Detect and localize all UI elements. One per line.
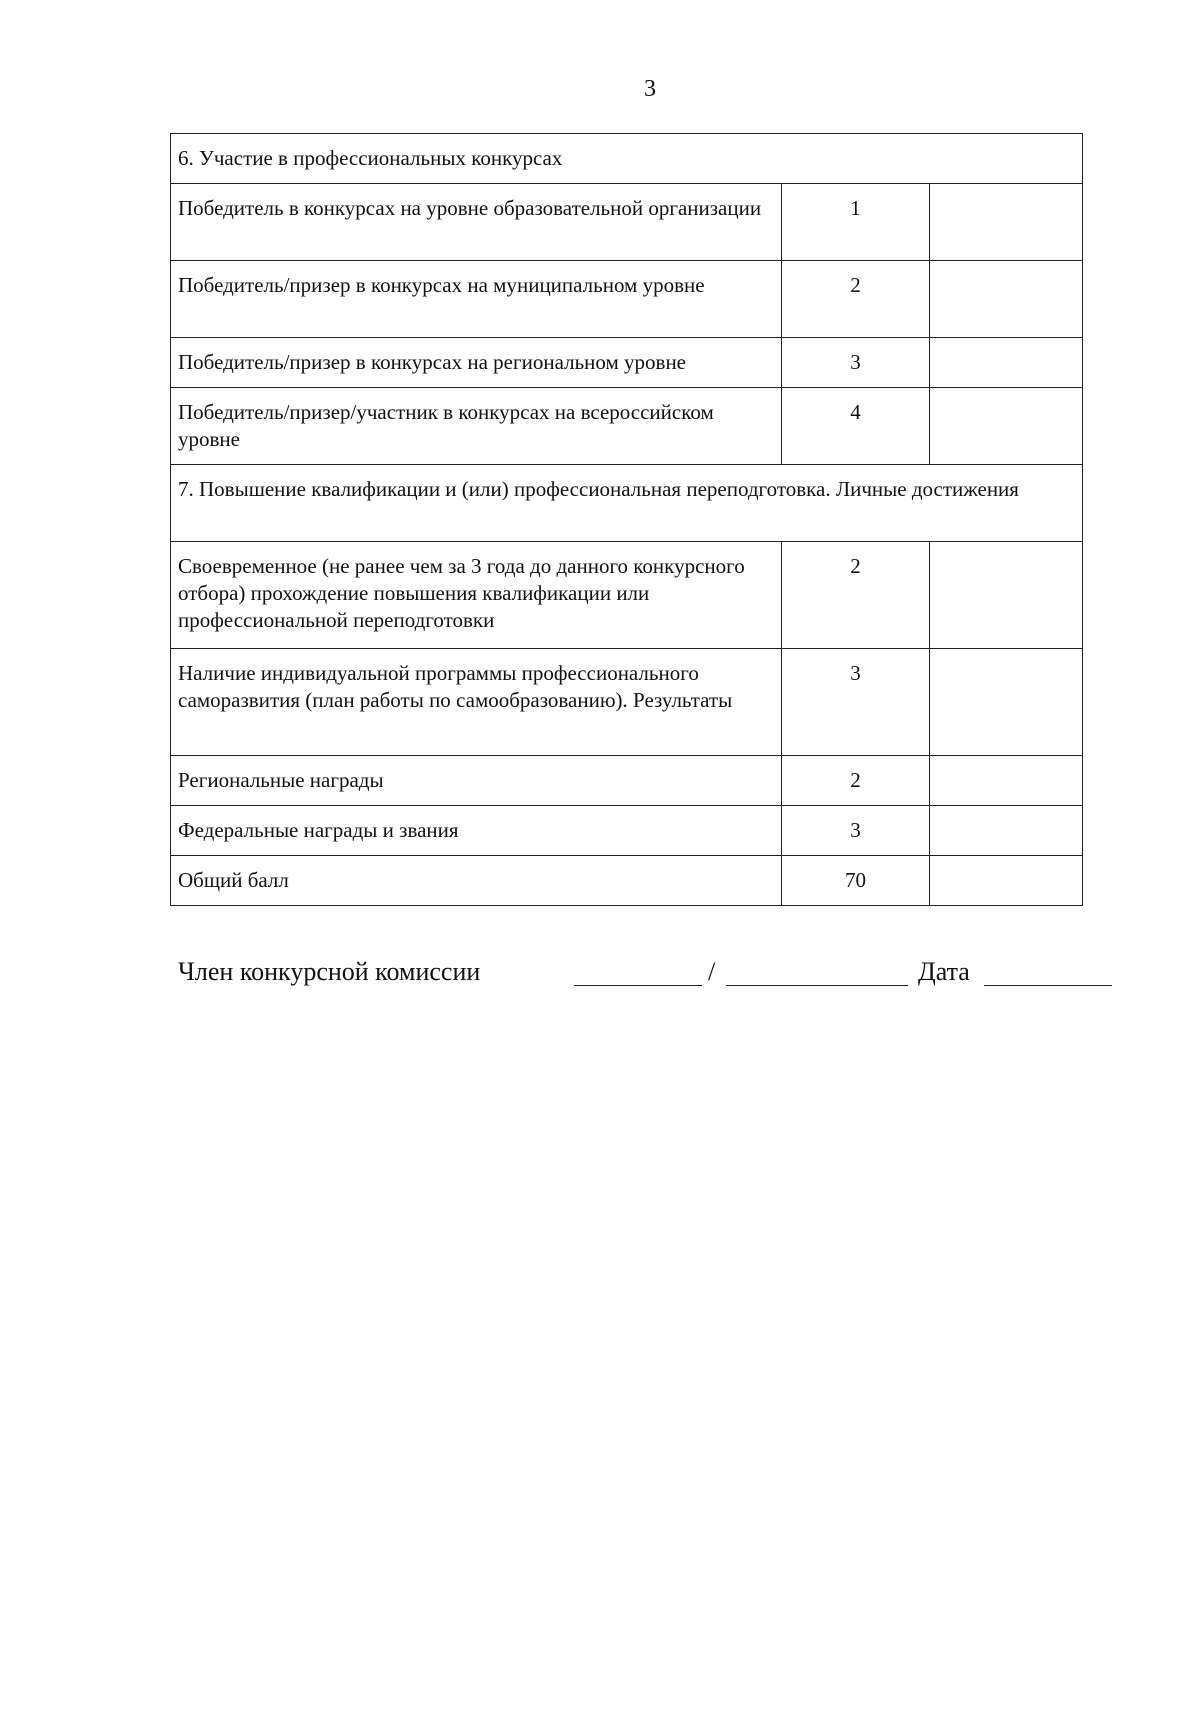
criteria-table xyxy=(170,133,1083,906)
total-row xyxy=(171,856,1083,906)
table-row xyxy=(171,261,1083,338)
criterion-score: 3 xyxy=(782,806,930,856)
criterion-score: 2 xyxy=(782,756,930,806)
criterion-mark-cell xyxy=(930,649,1083,756)
criterion-mark-cell xyxy=(930,756,1083,806)
name-blank xyxy=(726,985,908,986)
criterion-score: 2 xyxy=(782,542,930,649)
total-label: Общий балл xyxy=(171,856,782,906)
table-row xyxy=(171,649,1083,756)
criterion-text: Региональные награды xyxy=(171,756,782,806)
page-number: 3 xyxy=(644,76,656,102)
signature-blank xyxy=(574,985,702,986)
table-row xyxy=(171,184,1083,261)
criterion-mark-cell xyxy=(930,184,1083,261)
section-title-6: 6. Участие в профессиональных конкурсах xyxy=(171,134,1083,184)
criterion-mark-cell xyxy=(930,261,1083,338)
table-row xyxy=(171,542,1083,649)
criterion-text: Победитель/призер в конкурсах на муниципальном уровне xyxy=(171,261,782,338)
section-row-7 xyxy=(171,465,1083,542)
total-mark-cell xyxy=(930,856,1083,906)
criterion-mark-cell xyxy=(930,338,1083,388)
criterion-text: Победитель/призер/участник в конкурсах на всероссийском уровне xyxy=(171,388,782,465)
total-score: 70 xyxy=(782,856,930,906)
criterion-text: Победитель в конкурсах на уровне образовательной организации xyxy=(171,184,782,261)
criterion-mark-cell xyxy=(930,806,1083,856)
criterion-mark-cell xyxy=(930,388,1083,465)
section-title-7: 7. Повышение квалификации и (или) профессиональная переподготовка. Личные достижения xyxy=(171,465,1083,542)
table-row xyxy=(171,806,1083,856)
criterion-score: 3 xyxy=(782,338,930,388)
criterion-score: 2 xyxy=(782,261,930,338)
criterion-text: Федеральные награды и звания xyxy=(171,806,782,856)
criterion-mark-cell xyxy=(930,542,1083,649)
date-label: Дата xyxy=(918,957,970,986)
criterion-text: Наличие индивидуальной программы профессионального саморазвития (план работы по самообразованию). Результаты xyxy=(171,649,782,756)
criterion-text: Победитель/призер в конкурсах на региональном уровне xyxy=(171,338,782,388)
table-row xyxy=(171,338,1083,388)
date-blank xyxy=(984,985,1112,986)
table-row xyxy=(171,388,1083,465)
criterion-score: 1 xyxy=(782,184,930,261)
criterion-score: 3 xyxy=(782,649,930,756)
section-row-6 xyxy=(171,134,1083,184)
table-row xyxy=(171,756,1083,806)
signature-separator: / xyxy=(708,957,716,986)
criterion-text: Своевременное (не ранее чем за 3 года до данного конкурсного отбора) прохождение повышения квалификации или профессиональной переподготовки xyxy=(171,542,782,649)
commission-member-label: Член конкурсной комиссии xyxy=(178,957,481,986)
criterion-score: 4 xyxy=(782,388,930,465)
